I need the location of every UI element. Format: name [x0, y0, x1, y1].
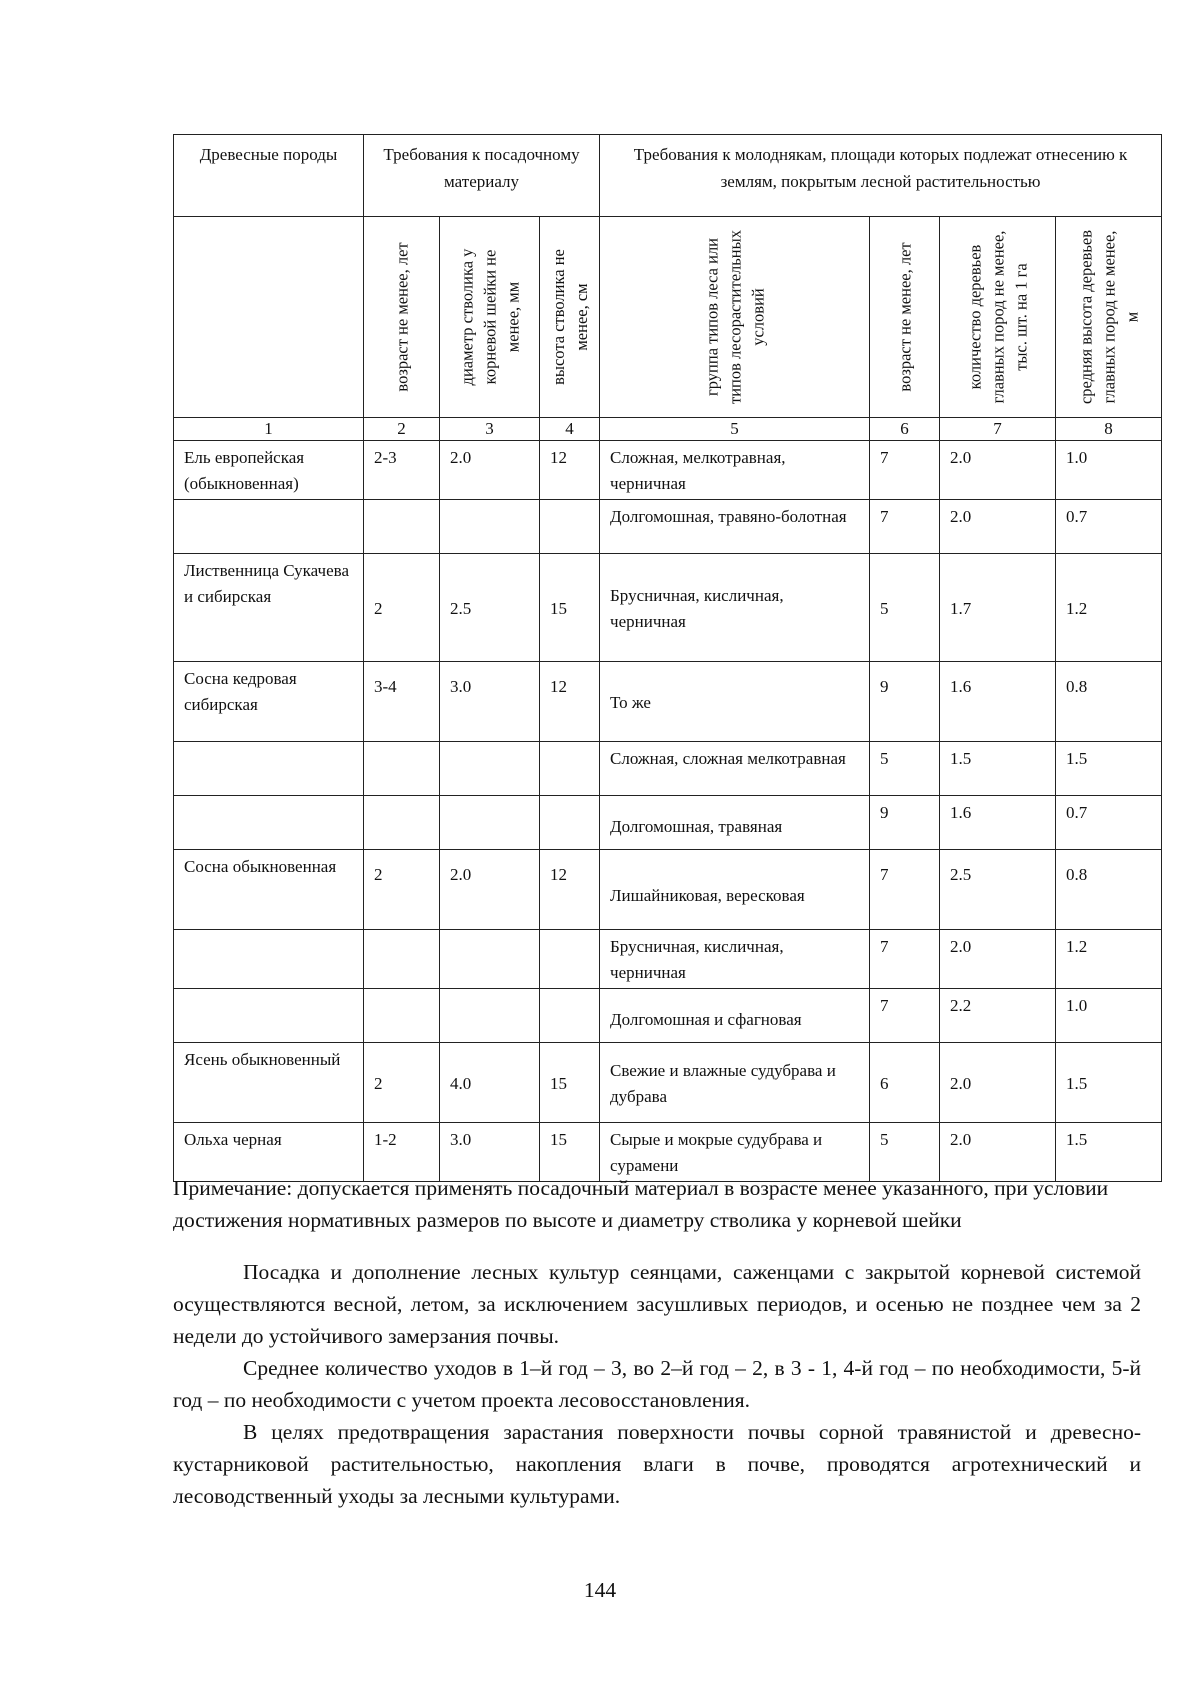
count-cell: 2.5 — [940, 850, 1056, 930]
height-cell: 15 — [540, 554, 600, 662]
table-subheader-row — [174, 217, 1162, 418]
requirements-table — [173, 134, 1162, 1182]
species-cell — [174, 796, 364, 850]
young-age-cell: 5 — [870, 1123, 940, 1182]
young-age-cell: 7 — [870, 930, 940, 989]
young-age-cell: 5 — [870, 742, 940, 796]
forest-type-cell: Сырые и мокрые судубрава и сурамени — [600, 1123, 870, 1182]
header-young-stands: Требования к молоднякам, площади которых подлежат отнесению к землям, покрытым лесной растительностью — [600, 135, 1162, 217]
young-age-cell: 5 — [870, 554, 940, 662]
subheader-young-age: возраст не менее, лет — [895, 242, 915, 392]
diameter-cell: 3.0 — [440, 662, 540, 742]
young-age-cell: 6 — [870, 1043, 940, 1123]
species-cell: Ясень обыкновенный — [174, 1043, 364, 1123]
count-cell: 2.0 — [940, 930, 1056, 989]
forest-type-cell: То же — [600, 662, 870, 742]
diameter-cell — [440, 742, 540, 796]
count-cell: 1.6 — [940, 796, 1056, 850]
col-number: 2 — [364, 418, 440, 441]
avg-height-cell: 0.7 — [1056, 500, 1162, 554]
table-row — [174, 500, 1162, 554]
table-row — [174, 930, 1162, 989]
subheader-diameter: диаметр стволика у корневой шейки не менее, мм — [457, 248, 522, 386]
col-number: 4 — [540, 418, 600, 441]
height-cell — [540, 989, 600, 1043]
age-cell: 2 — [364, 554, 440, 662]
age-cell — [364, 500, 440, 554]
paragraph: Посадка и дополнение лесных культур сеянцами, саженцами с закрытой корневой системой осуществляются весной, летом, за исключением засушливых периодов, и осенью не позднее чем за 2 недели до устойчивого замерзания почвы. — [173, 1260, 1141, 1348]
species-cell — [174, 742, 364, 796]
forest-type-cell: Лишайниковая, вересковая — [600, 850, 870, 930]
forest-type-cell: Долгомошная, травяно-болотная — [600, 500, 870, 554]
avg-height-cell: 0.7 — [1056, 796, 1162, 850]
height-cell — [540, 500, 600, 554]
age-cell: 2-3 — [364, 441, 440, 500]
count-cell: 2.0 — [940, 441, 1056, 500]
forest-type-cell: Брусничная, кисличная, черничная — [600, 930, 870, 989]
subheader-cell — [600, 217, 870, 418]
col-number: 7 — [940, 418, 1056, 441]
species-cell — [174, 989, 364, 1043]
subheader-cell — [364, 217, 440, 418]
age-cell — [364, 742, 440, 796]
forest-type-cell: Долгомошная и сфагновая — [600, 989, 870, 1043]
species-cell: Ель европейская (обыкновенная) — [174, 441, 364, 500]
table-header-row — [174, 135, 1162, 217]
avg-height-cell: 1.0 — [1056, 989, 1162, 1043]
avg-height-cell: 0.8 — [1056, 850, 1162, 930]
forest-type-cell: Сложная, сложная мелкотравная — [600, 742, 870, 796]
diameter-cell: 2.5 — [440, 554, 540, 662]
avg-height-cell: 1.5 — [1056, 1123, 1162, 1182]
table-row — [174, 796, 1162, 850]
table-row — [174, 554, 1162, 662]
subheader-cell — [540, 217, 600, 418]
age-cell: 1-2 — [364, 1123, 440, 1182]
col-number: 3 — [440, 418, 540, 441]
age-cell: 3-4 — [364, 662, 440, 742]
count-cell: 2.0 — [940, 1123, 1056, 1182]
young-age-cell: 7 — [870, 989, 940, 1043]
count-cell: 2.2 — [940, 989, 1056, 1043]
diameter-cell: 2.0 — [440, 441, 540, 500]
paragraph: В целях предотвращения зарастания поверхности почвы сорной травянистой и древесно-кустарниковой растительностью, накопления влаги в почве, проводятся агротехнический и лесоводственный уходы за лесными культурами. — [173, 1420, 1141, 1508]
young-age-cell: 7 — [870, 850, 940, 930]
avg-height-cell: 1.2 — [1056, 554, 1162, 662]
col-number: 6 — [870, 418, 940, 441]
age-cell — [364, 989, 440, 1043]
height-cell: 12 — [540, 441, 600, 500]
header-species: Древесные породы — [174, 135, 364, 217]
young-age-cell: 9 — [870, 796, 940, 850]
header-planting-material: Требования к посадочному материалу — [364, 135, 600, 217]
diameter-cell: 4.0 — [440, 1043, 540, 1123]
young-age-cell: 7 — [870, 500, 940, 554]
subheader-count: количество деревьев главных пород не менее, тыс. шт. на 1 га — [965, 230, 1031, 404]
table-note: Примечание: допускается применять посадочный материал в возрасте менее указанного, при условии достижения нормативных размеров по высоте и диаметру стволика у корневой шейки — [173, 1176, 1109, 1232]
table-row — [174, 441, 1162, 500]
avg-height-cell: 1.5 — [1056, 1043, 1162, 1123]
count-cell: 1.5 — [940, 742, 1056, 796]
subheader-height: высота стволика не менее, см — [548, 249, 591, 385]
subheader-cell — [870, 217, 940, 418]
subheader-avg-height: средняя высота деревьев главных пород не менее, м — [1076, 229, 1142, 405]
age-cell — [364, 930, 440, 989]
diameter-cell: 2.0 — [440, 850, 540, 930]
forest-type-cell: Свежие и влажные судубрава и дубрава — [600, 1043, 870, 1123]
avg-height-cell: 0.8 — [1056, 662, 1162, 742]
species-cell — [174, 500, 364, 554]
paragraph: Среднее количество уходов в 1–й год – 3, во 2–й год – 2, в 3 - 1, 4-й год – по необходимости, 5-й год – по необходимости с учетом проекта лесовосстановления. — [173, 1356, 1141, 1412]
count-cell: 1.6 — [940, 662, 1056, 742]
count-cell: 1.7 — [940, 554, 1056, 662]
count-cell: 2.0 — [940, 1043, 1056, 1123]
col-number: 1 — [174, 418, 364, 441]
body-text — [173, 1256, 1141, 1512]
count-cell: 2.0 — [940, 500, 1056, 554]
height-cell — [540, 742, 600, 796]
height-cell: 12 — [540, 662, 600, 742]
avg-height-cell: 1.0 — [1056, 441, 1162, 500]
column-number-row — [174, 418, 1162, 441]
subheader-cell — [440, 217, 540, 418]
col-number: 8 — [1056, 418, 1162, 441]
species-cell — [174, 930, 364, 989]
height-cell: 15 — [540, 1123, 600, 1182]
forest-type-cell: Брусничная, кисличная, черничная — [600, 554, 870, 662]
diameter-cell — [440, 796, 540, 850]
subheader-forest-type: группа типов леса или типов лесорастительных условий — [702, 230, 768, 404]
subheader-age: возраст не менее, лет — [392, 242, 411, 392]
diameter-cell: 3.0 — [440, 1123, 540, 1182]
forest-type-cell: Долгомошная, травяная — [600, 796, 870, 850]
subheader-cell — [1056, 217, 1162, 418]
young-age-cell: 7 — [870, 441, 940, 500]
diameter-cell — [440, 500, 540, 554]
avg-height-cell: 1.5 — [1056, 742, 1162, 796]
diameter-cell — [440, 930, 540, 989]
subheader-empty — [174, 217, 364, 418]
age-cell: 2 — [364, 1043, 440, 1123]
avg-height-cell: 1.2 — [1056, 930, 1162, 989]
species-cell: Сосна кедровая сибирская — [174, 662, 364, 742]
height-cell — [540, 930, 600, 989]
height-cell — [540, 796, 600, 850]
age-cell — [364, 796, 440, 850]
age-cell: 2 — [364, 850, 440, 930]
diameter-cell — [440, 989, 540, 1043]
height-cell: 12 — [540, 850, 600, 930]
table-row — [174, 850, 1162, 930]
table-row — [174, 742, 1162, 796]
table-row — [174, 662, 1162, 742]
young-age-cell: 9 — [870, 662, 940, 742]
table-row — [174, 989, 1162, 1043]
height-cell: 15 — [540, 1043, 600, 1123]
col-number: 5 — [600, 418, 870, 441]
page-number: 144 — [583, 1578, 617, 1602]
species-cell: Ольха черная — [174, 1123, 364, 1182]
forest-type-cell: Сложная, мелкотравная, черничная — [600, 441, 870, 500]
species-cell: Лиственница Сукачева и сибирская — [174, 554, 364, 662]
subheader-cell — [940, 217, 1056, 418]
table-row — [174, 1043, 1162, 1123]
species-cell: Сосна обыкновенная — [174, 850, 364, 930]
